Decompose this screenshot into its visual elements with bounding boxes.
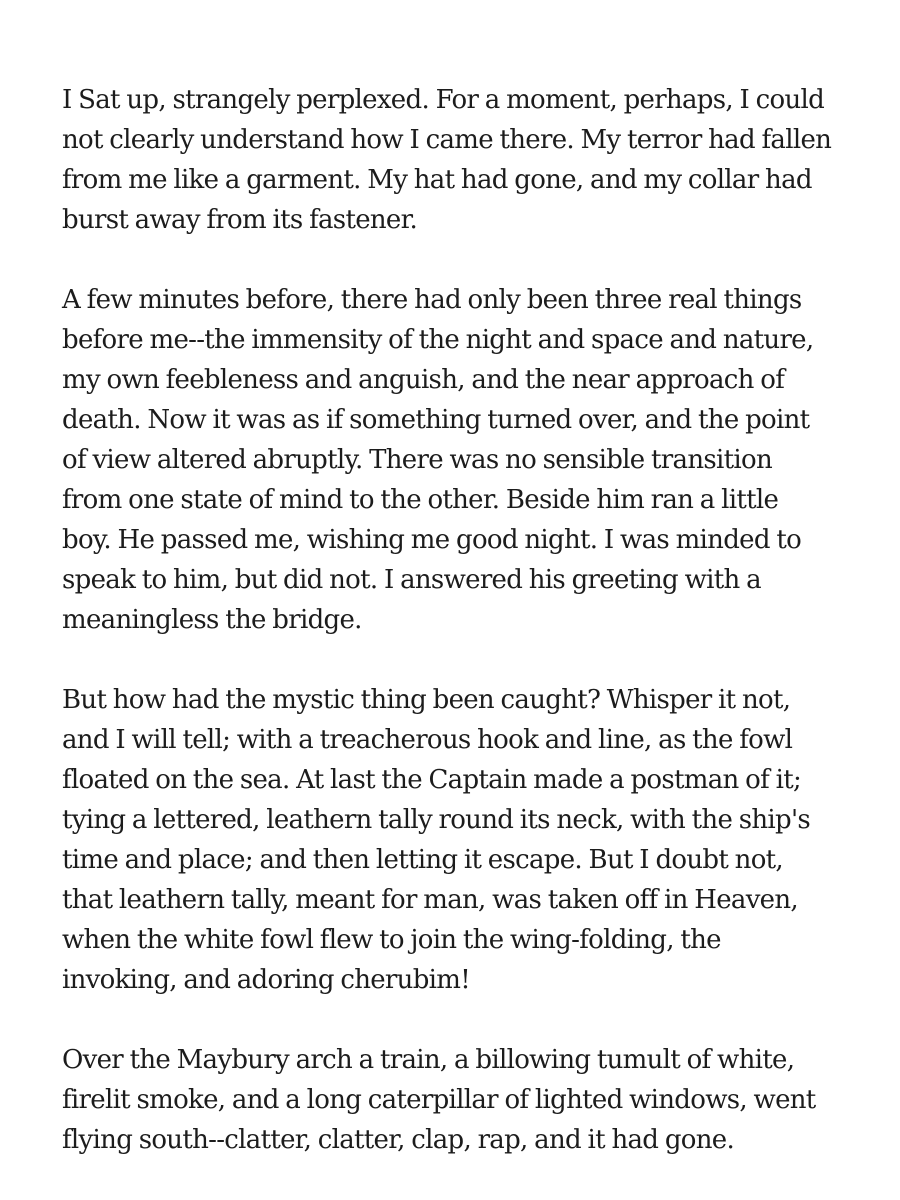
paragraph-1: I Sat up, strangely perplexed. For a moment, perhaps, I could not clearly understand how I came there. My terror had fallen from me like a garment. My hat had gone, and my collar had burst away from its fastener. (62, 85, 832, 235)
paragraph-3: But how had the mystic thing been caught? Whisper it not, and I will tell; with a treacherous hook and line, as the fowl floated on the sea. At last the Captain made a postman of it; tying a lettered, leathern tally round its neck, with the ship's time and place; and then letting it escape. But I doubt not, that leathern tally, meant for man, was taken off in Heaven, when the white fowl flew to join the wing-folding, the invoking, and adoring cherubim! (62, 685, 811, 995)
document-body (62, 80, 862, 1160)
paragraph-2: A few minutes before, there had only been three real things before me--the immensity of the night and space and nature, my own feebleness and anguish, and the near approach of death. Now it was as if something turned over, and the point of view altered abruptly. There was no sensible transition from one state of mind to the other. Beside him ran a little boy. He passed me, wishing me good night. I was minded to speak to him, but did not. I answered his greeting with a meaningless the bridge. (62, 285, 814, 635)
paragraph-4: Over the Maybury arch a train, a billowing tumult of white, firelit smoke, and a long caterpillar of lighted windows, went flying south--clatter, clatter, clap, rap, and it had gone. (62, 1045, 816, 1155)
